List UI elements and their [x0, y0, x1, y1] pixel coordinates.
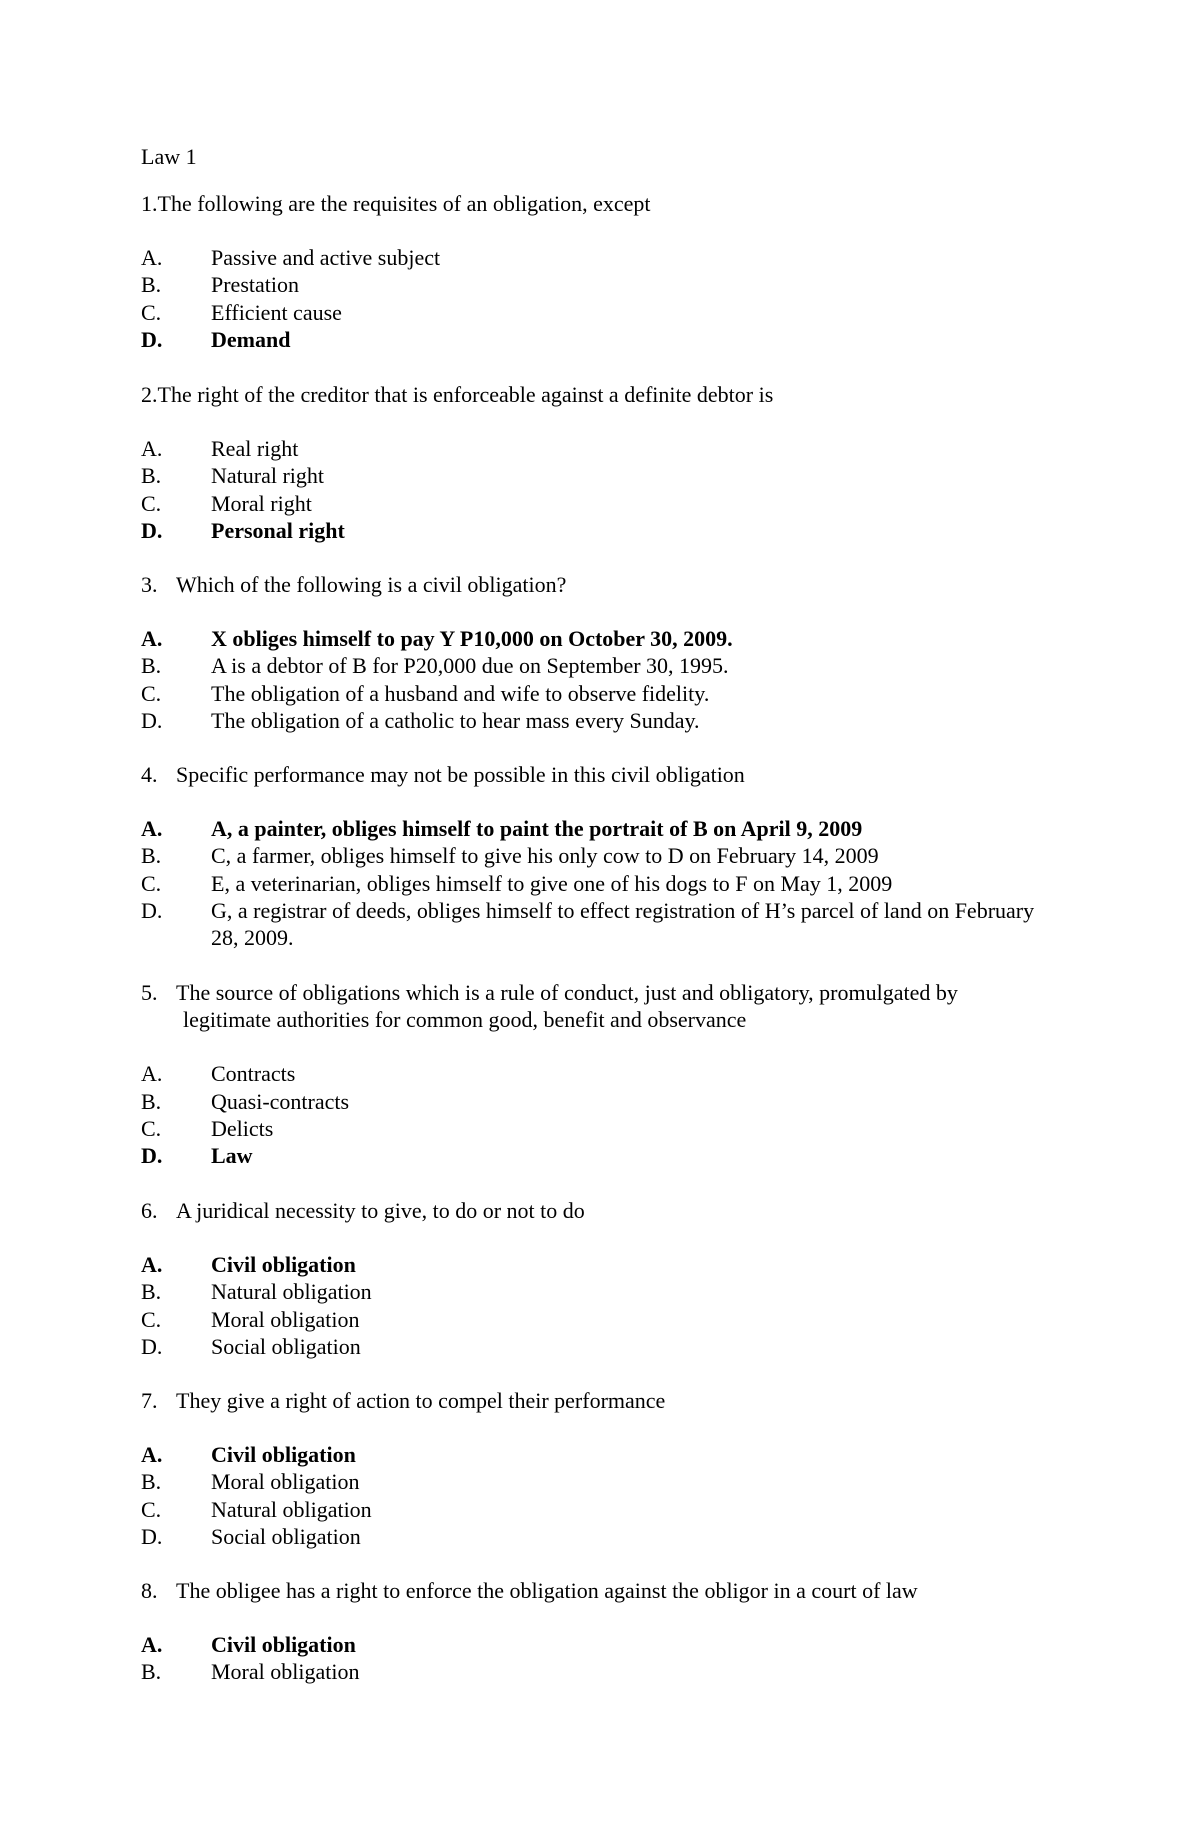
question-number: 6. [141, 1198, 158, 1223]
question-1 [141, 190, 1041, 353]
option-a-correct: A. A, a painter, obliges himself to paint the portrait of B on April 9, 2009 [141, 816, 863, 842]
question-number: 7. [141, 1388, 158, 1413]
question-8 [141, 1577, 1041, 1686]
option-c: C. Delicts [141, 1115, 274, 1141]
option-d: D. Social obligation [141, 1333, 361, 1359]
option-a-correct: A. Civil obligation [141, 1442, 356, 1468]
question-stem [141, 190, 1041, 217]
option-b: B. Moral obligation [141, 1469, 360, 1495]
option-a: A. Passive and active subject [141, 245, 441, 271]
question-7 [141, 1387, 1041, 1550]
question-number: 1. [141, 191, 158, 216]
question-text: They give a right of action to compel their performance [176, 1388, 666, 1413]
question-text: A juridical necessity to give, to do or not to do [176, 1198, 585, 1223]
answer-options [141, 244, 1041, 353]
option-d-correct: D. Law [141, 1143, 253, 1169]
option-b: B. Moral obligation [141, 1659, 360, 1685]
question-stem [141, 979, 1041, 1033]
option-b: B. Natural right [141, 463, 325, 489]
question-text-line-2: legitimate authorities for common good, benefit and observance [183, 1007, 747, 1033]
question-stem [141, 381, 1041, 408]
question-number: 5. [141, 980, 158, 1005]
question-number: 3. [141, 572, 158, 597]
question-number: 8. [141, 1578, 158, 1603]
option-a: A. Contracts [141, 1061, 296, 1087]
option-c: C. Moral right [141, 490, 312, 516]
option-a-correct: A. X obliges himself to pay Y P10,000 on October 30, 2009. [141, 626, 733, 652]
question-number: 2. [141, 382, 158, 407]
question-number: 4. [141, 762, 158, 787]
option-c: C. Natural obligation [141, 1496, 372, 1522]
option-a-correct: A. Civil obligation [141, 1632, 356, 1658]
question-text: The obligee has a right to enforce the obligation against the obligor in a court of law [176, 1578, 918, 1603]
question-2 [141, 381, 1041, 544]
option-d: D. Social obligation [141, 1523, 361, 1549]
answer-options [141, 1251, 1041, 1360]
answer-options [141, 815, 1041, 951]
answer-options [141, 625, 1041, 734]
option-b: B. C, a farmer, obliges himself to give his only cow to D on February 14, 2009 [141, 843, 879, 869]
answer-options [141, 435, 1041, 544]
question-stem [141, 1577, 1041, 1604]
question-text: The following are the requisites of an obligation, except [157, 191, 651, 216]
option-c: C. Efficient cause [141, 299, 342, 325]
question-text: Specific performance may not be possible in this civil obligation [176, 762, 745, 787]
question-6 [141, 1197, 1041, 1360]
option-b: B. Natural obligation [141, 1279, 372, 1305]
option-c: C. Moral obligation [141, 1306, 360, 1332]
option-d-correct: D. Demand [141, 326, 291, 352]
answer-options [141, 1631, 1041, 1685]
question-5 [141, 979, 1041, 1169]
answer-options [141, 1060, 1041, 1169]
question-3 [141, 571, 1041, 734]
option-c: C. The obligation of a husband and wife to observe fidelity. [141, 680, 710, 706]
option-b: B. Quasi-contracts [141, 1088, 350, 1114]
document-title: Law 1 [141, 144, 197, 169]
option-b: B. Prestation [141, 272, 299, 298]
question-stem [141, 1197, 1041, 1224]
question-stem [141, 761, 1041, 788]
question-stem [141, 571, 1041, 598]
answer-options [141, 1441, 1041, 1550]
option-d: D. The obligation of a catholic to hear mass every Sunday. [141, 707, 700, 733]
option-a: A. Real right [141, 436, 299, 462]
question-stem [141, 1387, 1041, 1414]
option-d: D. G, a registrar of deeds, obliges himself to effect registration of H’s parcel of land on February 28, 2009. [141, 897, 1035, 951]
option-c: C. E, a veterinarian, obliges himself to give one of his dogs to F on May 1, 2009 [141, 870, 893, 896]
option-b: B. A is a debtor of B for P20,000 due on September 30, 1995. [141, 653, 729, 679]
question-text [176, 979, 1041, 1033]
option-a-correct: A. Civil obligation [141, 1252, 356, 1278]
question-text: The right of the creditor that is enforceable against a definite debtor is [157, 382, 774, 407]
question-text-line-1: The source of obligations which is a rule of conduct, just and obligatory, promulgated by [176, 980, 958, 1005]
question-text: Which of the following is a civil obligation? [176, 572, 567, 597]
option-d-correct: D. Personal right [141, 517, 345, 543]
question-4 [141, 761, 1041, 951]
